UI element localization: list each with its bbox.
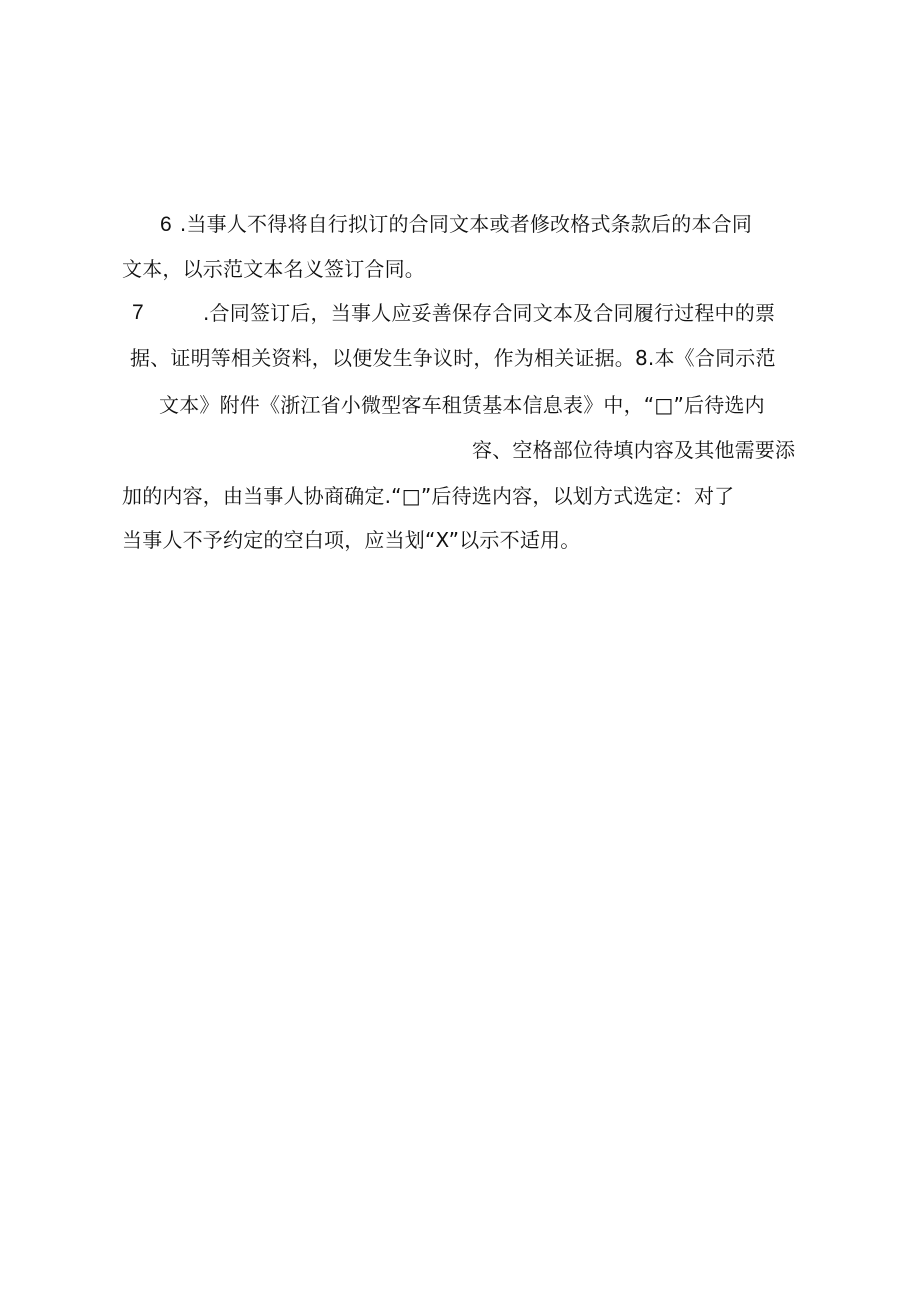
paragraph-6-line-2: 文本，以示范文本名义签订合同。 [122,257,425,281]
item-number-6: 6 [160,213,172,236]
paragraph-7-line-2: 据、证明等相关资料，以便发生争议时，作为相关证据。8.本《合同示范 [130,346,776,370]
paragraph-8-line-4: 当事人不予约定的空白项，应当划“X”以示不适用。 [122,528,581,552]
paragraph-8-line-2: 容、空格部位待填内容及其他需要添 [472,438,796,462]
paragraph-7-line-1: .合同签订后，当事人应妥善保存合同文本及合同履行过程中的票 [203,301,776,325]
paragraph-8-line-1: 文本》附件《浙江省小微型客车租赁基本信息表》中，“□”后待选内 [159,393,765,417]
paragraph-6-text-1: .当事人不得将自行拟订的合同文本或者修改格式条款后的本合同 [179,212,753,236]
paragraph-6-line-1 [160,211,752,238]
item-number-7: 7 [132,301,144,324]
paragraph-8-line-3: 加的内容，由当事人协商确定.“□”后待选内容，以划方式选定：对了 [122,484,735,508]
